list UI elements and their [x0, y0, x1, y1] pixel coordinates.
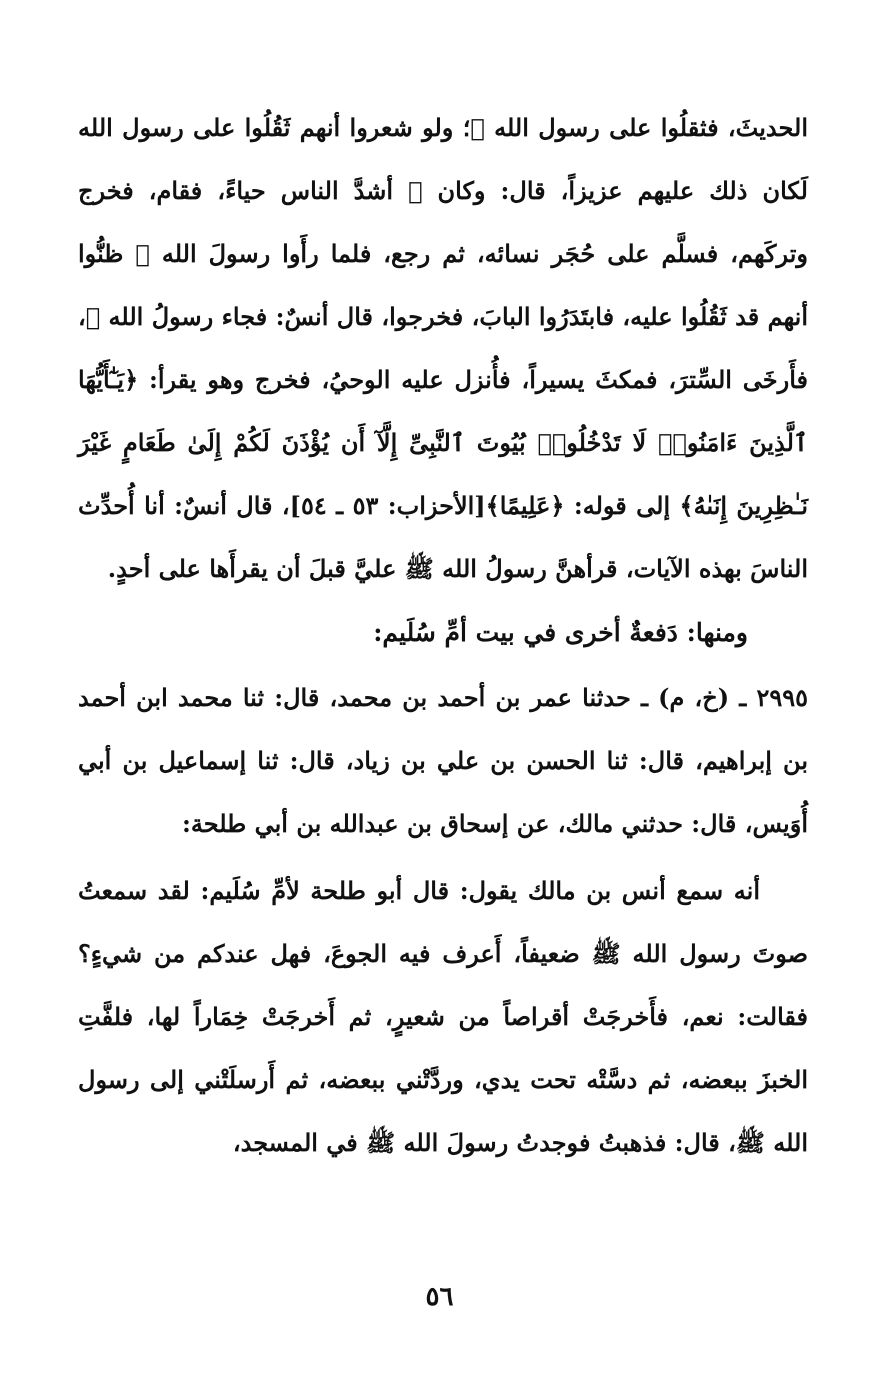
section-heading: ومنها: دَفعةٌ أخرى في بيت أمِّ سُلَيم: [373, 618, 748, 647]
page-number: ٥٦ [425, 1282, 454, 1312]
paragraph-1: الحديثَ، فثقلُوا على رسول الله ﷺ؛ ولو شعروا أنهم ثَقُلُوا على رسول الله لَكان ذلك عليهم عزيزاً، قال: وكان ﷺ أشدَّ الناس حياءً، فقام، فخرج وتركَهم، فسلَّم على حُجَر نسائه، ثم رجع، فلما رأَوا رسولَ الله ﷺ ظنُّوا أنهم قد ثَقُلُوا عليه، فابتَدَرُوا البابَ، فخرجوا، قال أنسٌ: فجاء رسولُ الله ﷺ، فأَرخَى السِّترَ، فمكثَ يسيراً، فأُنزل عليه الوحيُ، فخرج وهو يقرأ: ﴿يَـٰٓأَيُّهَا ٱلَّذِينَ ءَامَنُوا۟ لَا تَدْخُلُوا۟ بُيُوتَ ٱلنَّبِىِّ إِلَّآ أَن يُؤْذَنَ لَكُمْ إِلَىٰ طَعَامٍ غَيْرَ نَـٰظِرِينَ إِنَىٰهُ﴾ إلى قوله: ﴿عَلِيمًا﴾[الأحزاب: ٥٣ ـ ٥٤]، قال أنسٌ: أنا أُحدِّث الناسَ بهذه الآيات، قرأهنَّ رسولُ الله ﷺ عليَّ قبلَ أن يقرأَها على أحدٍ. [78, 113, 809, 583]
paragraph-3: أنه سمع أنس بن مالك يقول: قال أبو طلحة لأمِّ سُلَيم: لقد سمعتُ صوتَ رسول الله ﷺ ضعيفاً، أَعرف فيه الجوعَ، فهل عندكم من شيءٍ؟ فقالت: نعم، فأَخرجَتْ أقراصاً من شعيرٍ، ثم أَخرجَتْ خِمَاراً لها، فلفَّتِ الخبزَ ببعضه، ثم دسَّتْه تحت يدي، وردَّتْني ببعضه، ثم أَرسلَتْني إلى رسول الله ﷺ، قال: فذهبتُ فوجدتُ رسولَ الله ﷺ في المسجد، [78, 876, 808, 1157]
paragraph-2-text: ـ (خ، م) ـ حدثنا عمر بن أحمد بن محمد، قال: ثنا محمد ابن أحمد بن إبراهيم، قال: ثنا الحسن بن علي بن زياد، قال: ثنا إسماعيل بن أبي أُوَيس، قال: حدثني مالك، عن إسحاق بن عبدالله بن أبي طلحة: [78, 683, 808, 838]
page-body [78, 96, 808, 1174]
paragraph-2 [78, 666, 808, 855]
hadith-number: ٢٩٩٥ [756, 683, 808, 712]
